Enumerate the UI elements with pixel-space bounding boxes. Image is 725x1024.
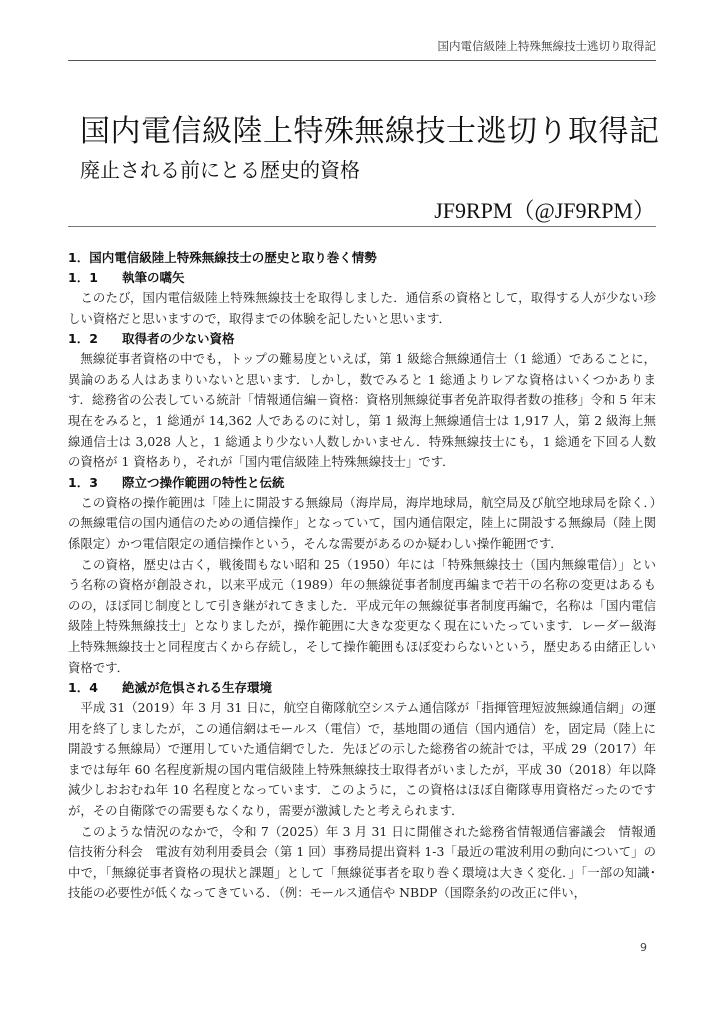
subsection-number: 1．3 (68, 474, 98, 490)
subsection-title: 際立つ操作範囲の特性と伝統 (122, 474, 285, 490)
paragraph: 平成 31（2019）年 3 月 31 日に，航空自衛隊航空システム通信隊が「指揮管理短波無線通信網」の運用を終了しましたが，この通信網はモールス（電信）で，基地間の通信（国内通信）を，固定局（陸上に開設する無線局）で運用していた通信網でした．先ほどの示した総務省の統計では，平成 29（2017）年までは毎年 60 名程度新規の国内電信級陸上特殊無線技士取得者がいましたが，平成 30（2018）年以降減少しおおむね年 10 名程度となっています．このように，この資格はほぼ自衛隊専用資格だったのですが，その自衛隊での需要もなくなり，需要が激減したと考えられます． (68, 700, 656, 819)
subsection-number: 1．2 (68, 331, 98, 347)
page-number: 9 (640, 941, 647, 954)
article-subtitle: 廃止される前にとる歴史的資格 (80, 158, 360, 182)
paragraph: この資格の操作範囲は「陸上に開設する無線局（海岸局，海岸地球局，航空局及び航空地球局を除く．）の無線電信の国内通信のための通信操作」となっていて，国内通信限定，陸上に開設する無線局（陸上関係限定）かつ電信限定の通信操作という，そんな需要があるのか疑わしい操作範囲です． (68, 494, 656, 551)
subsection-heading (68, 678, 656, 698)
paragraph: この資格，歴史は古く，戦後間もない昭和 25（1950）年には「特殊無線技士（国内無線電信）」という名称の資格が創設され，以来平成元（1989）年の無線従事者制度再編まで若干の名称の変更はあるものの，ほぼ同じ制度として引き継がれてきました．平成元年の無線従事者制度再編で，名称は「国内電信級陸上特殊無線技士」となりましたが，操作範囲に大きな変更なく現在にいたっています．レーダー級海上特殊無線技士と同程度古くから存続し，そして操作範囲もほぼ変わらないという，歴史ある由緒正しい資格です． (68, 556, 656, 675)
author-byline: JF9RPM（@JF9RPM） (434, 198, 655, 223)
paragraph: このような情況のなかで，令和 7（2025）年 3 月 31 日に開催された総務省情報通信審議会 情報通信技術分科会 電波有効利用委員会（第 1 回）事務局提出資料 1-3「最近の電波利用の動向について」の中で，「無線従事者資格の現状と課題」として「無線従事者を取り巻く環境は大きく変化．」「一部の知識･技能の必要性が低くなってきている．（例：モールス通信や NBDP（国際条約の改正に伴い， (68, 823, 656, 901)
section-heading: 1．国内電信級陸上特殊無線技士の歴史と取り巻く情勢 (68, 250, 377, 265)
subsection-heading (68, 268, 656, 288)
subsection-heading (68, 329, 656, 349)
subsection-title: 絶滅が危惧される生存環境 (122, 680, 273, 696)
subsection-title: 取得者の少ない資格 (122, 331, 235, 347)
subsection-title: 執筆の嚆矢 (122, 270, 185, 285)
subsection-number: 1．1 (68, 270, 98, 285)
running-header: 国内電信級陸上特殊無線技士逃切り取得記 (68, 38, 656, 61)
title-divider (68, 226, 656, 227)
subsection-heading (68, 473, 656, 493)
subsection-number: 1．4 (68, 680, 98, 696)
paragraph: このたび，国内電信級陸上特殊無線技士を取得しました．通信系の資格として，取得する人が少ない珍しい資格だと思いますので，取得までの体験を記したいと思います． (68, 290, 656, 326)
article-title: 国内電信級陸上特殊無線技士逃切り取得記 (80, 114, 660, 149)
paragraph: 無線従事者資格の中でも，トップの難易度といえば，第 1 級総合無線通信士（1 総通）であることに，異論のある人はあまりいないと思います．しかし，数でみると 1 総通よりレアな資格はいくつかあります．総務省の公表している統計「情報通信編－資格：資格別無線従事者免許取得者数の推移」令和 5 年末現在をみると，1 総通が 14,362 人であるのに対し，第 1 級海上無線通信士は 1,917 人，第 2 級海上無線通信士は 3,028 人と，1 総通より少ない人数しかいません．特殊無線技士にも，1 総通を下回る人数の資格が 1 資格あり，それが「国内電信級陸上特殊無線技士」です． (68, 351, 656, 470)
article-body (68, 248, 656, 904)
